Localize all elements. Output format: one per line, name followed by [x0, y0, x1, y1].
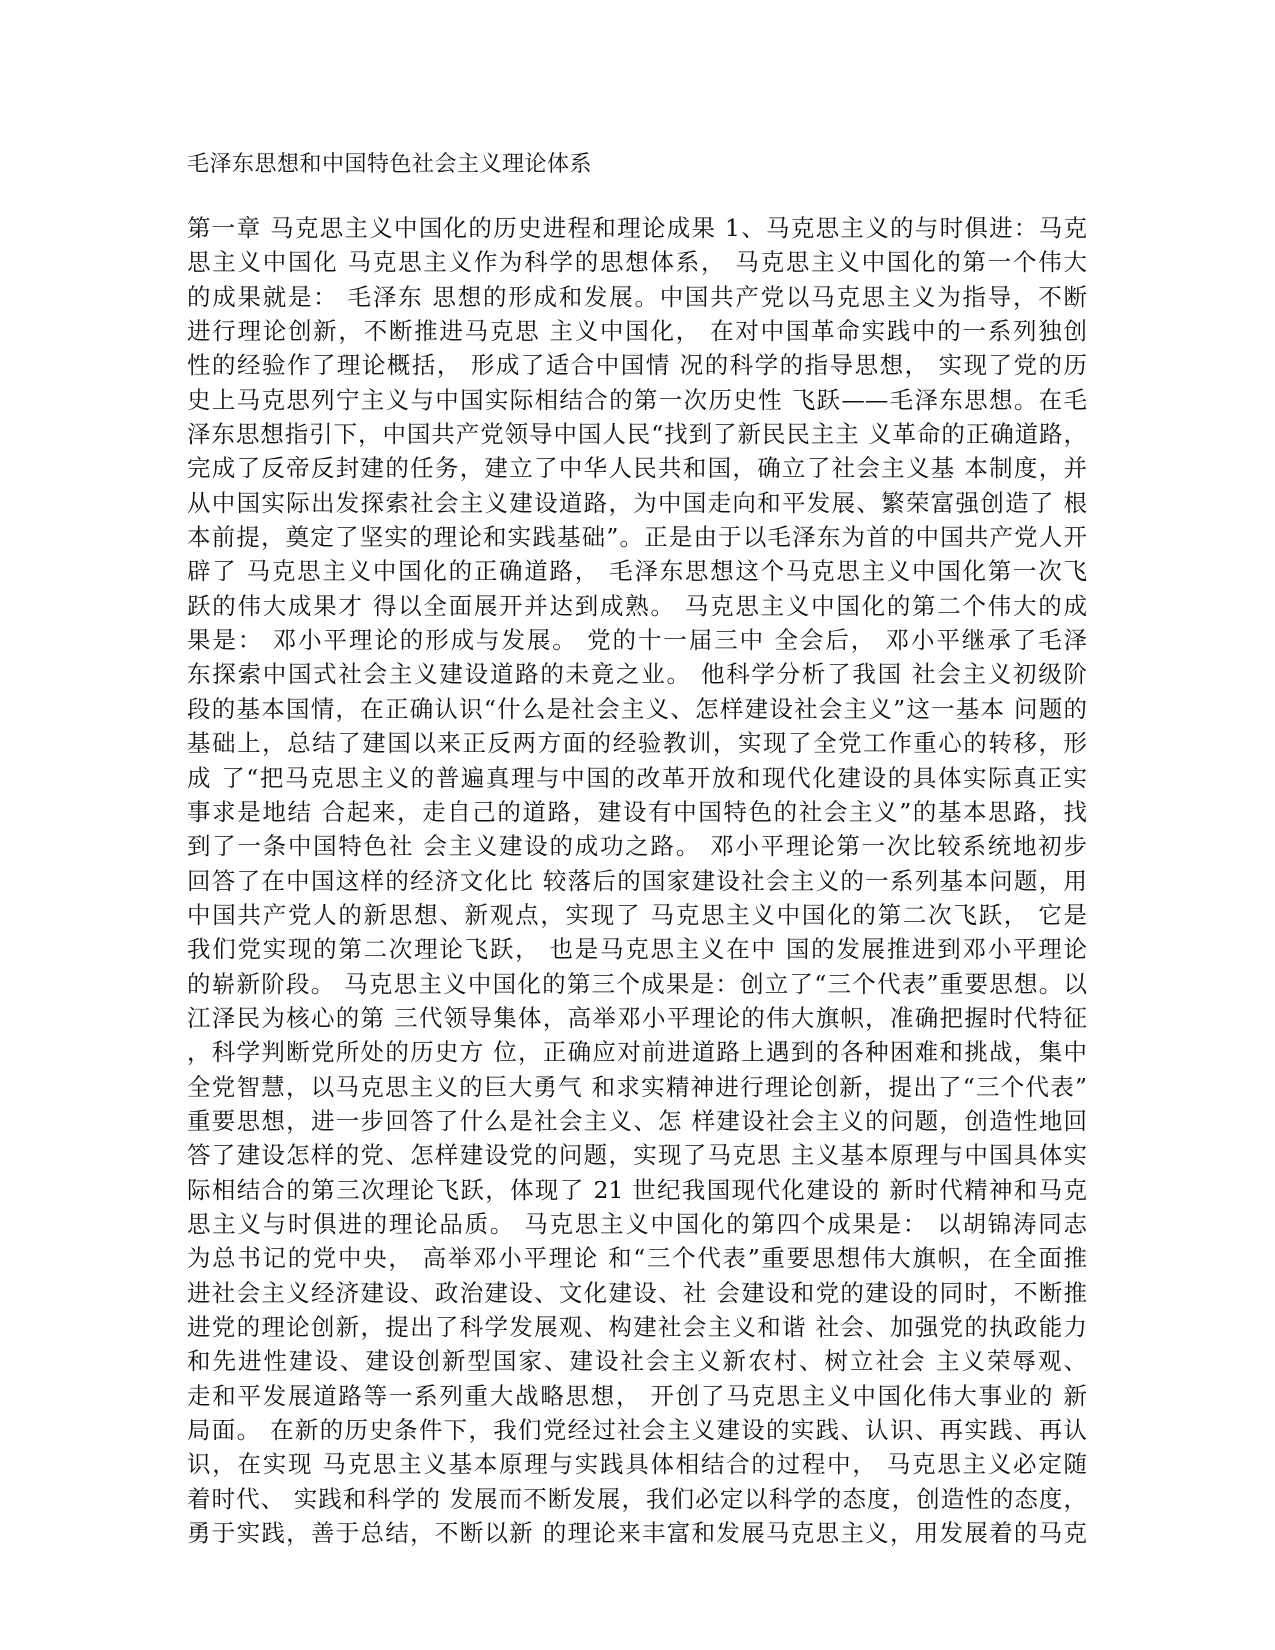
document-body: [187, 211, 1087, 1550]
body-line-36: 局面。 在新的历史条件下，我们党经过社会主义建设的实践、认识、再实践、再认: [187, 1416, 1087, 1445]
body-line-27: 重要思想，进一步回答了什么是社会主义、怎 样建设社会主义的问题，创造性地回: [187, 1106, 1087, 1135]
body-line-28: 答了建设怎样的党、怎样建设党的问题，实现了马克思 主义基本原理与中国具体实: [187, 1141, 1087, 1170]
body-line-1: 第一章 马克思主义中国化的历史进程和理论成果 1、马克思主义的与时俱进：马克: [187, 214, 1087, 242]
body-line-6: 史上马克思列宁主义与中国实际相结合的第一次历史性 飞跃——毛泽东思想。在毛: [187, 385, 1087, 414]
body-line-25: ，科学判断党所处的历史方 位，正确应对前进道路上遇到的各种困难和挑战，集中: [187, 1038, 1087, 1067]
body-line-19: 到了一条中国特色社 会主义建设的成功之路。 邓小平理论第一次比较系统地初步: [187, 832, 1087, 861]
body-line-9: 从中国实际出发探索社会主义建设道路，为中国走向和平发展、繁荣富强创造了 根: [187, 488, 1087, 517]
body-line-15: 段的基本国情，在正确认识“什么是社会主义、怎样建设社会主义”这一基本 问题的: [187, 694, 1087, 723]
body-line-24: 江泽民为核心的第 三代领导集体，高举邓小平理论的伟大旗帜，准确把握时代特征: [187, 1003, 1087, 1032]
body-line-12: 跃的伟大成果才 得以全面展开并达到成熟。 马克思主义中国化的第二个伟大的成: [187, 591, 1087, 620]
body-line-34: 和先进性建设、建设创新型国家、建设社会主义新农村、树立社会 主义荣辱观、: [187, 1347, 1087, 1376]
body-line-26: 全党智慧，以马克思主义的巨大勇气 和求实精神进行理论创新，提出了“三个代表”: [187, 1072, 1087, 1101]
body-line-39: 勇于实践，善于总结，不断以新 的理论来丰富和发展马克思主义，用发展着的马克: [187, 1519, 1087, 1548]
body-line-8: 完成了反帝反封建的任务，建立了中华人民共和国，确立了社会主义基 本制度，并: [187, 454, 1087, 483]
body-line-11: 辟了 马克思主义中国化的正确道路， 毛泽东思想这个马克思主义中国化第一次飞: [187, 557, 1087, 586]
body-line-13: 果是： 邓小平理论的形成与发展。 党的十一届三中 全会后， 邓小平继承了毛泽: [187, 626, 1087, 655]
body-line-2: 思主义中国化 马克思主义作为科学的思想体系， 马克思主义中国化的第一个伟大: [187, 248, 1087, 277]
body-line-37: 识，在实现 马克思主义基本原理与实践具体相结合的过程中， 马克思主义必定随: [187, 1450, 1087, 1479]
document-title: 毛泽东思想和中国特色社会主义理论体系: [187, 152, 593, 177]
body-line-31: 为总书记的党中央， 高举邓小平理论 和“三个代表”重要思想伟大旗帜，在全面推: [187, 1244, 1087, 1273]
body-line-21: 中国共产党人的新思想、新观点，实现了 马克思主义中国化的第二次飞跃， 它是: [187, 900, 1087, 929]
body-line-22: 我们党实现的第二次理论飞跃， 也是马克思主义在中 国的发展推进到邓小平理论: [187, 935, 1087, 964]
body-line-23: 的崭新阶段。 马克思主义中国化的第三个成果是：创立了“三个代表”重要思想。以: [187, 969, 1087, 998]
body-line-5: 性的经验作了理论概括， 形成了适合中国情 况的科学的指导思想， 实现了党的历: [187, 351, 1087, 380]
body-line-29: 际相结合的第三次理论飞跃，体现了 21 世纪我国现代化建设的 新时代精神和马克: [187, 1175, 1087, 1204]
body-line-32: 进社会主义经济建设、政治建设、文化建设、社 会建设和党的建设的同时，不断推: [187, 1278, 1087, 1307]
body-line-20: 回答了在中国这样的经济文化比 较落后的国家建设社会主义的一系列基本问题，用: [187, 866, 1087, 895]
body-line-14: 东探索中国式社会主义建设道路的未竟之业。 他科学分析了我国 社会主义初级阶: [187, 660, 1087, 689]
body-line-4: 进行理论创新，不断推进马克思 主义中国化， 在对中国革命实践中的一系列独创: [187, 317, 1087, 346]
body-line-10: 本前提，奠定了坚实的理论和实践基础”。正是由于以毛泽东为首的中国共产党人开: [187, 523, 1087, 552]
body-line-35: 走和平发展道路等一系列重大战略思想， 开创了马克思主义中国化伟大事业的 新: [187, 1381, 1087, 1410]
body-line-30: 思主义与时俱进的理论品质。 马克思主义中国化的第四个成果是： 以胡锦涛同志: [187, 1209, 1087, 1238]
body-line-33: 进党的理论创新，提出了科学发展观、构建社会主义和谐 社会、加强党的执政能力: [187, 1313, 1087, 1341]
body-line-16: 基础上，总结了建国以来正反两方面的经验教训，实现了全党工作重心的转移，形: [187, 729, 1087, 758]
body-line-3: 的成果就是： 毛泽东 思想的形成和发展。中国共产党以马克思主义为指导，不断: [187, 282, 1087, 311]
body-line-7: 泽东思想指引下，中国共产党领导中国人民“找到了新民民主主 义革命的正确道路，: [187, 420, 1087, 449]
body-line-18: 事求是地结 合起来，走自己的道路，建设有中国特色的社会主义”的基本思路，找: [187, 797, 1087, 826]
body-line-38: 着时代、 实践和科学的 发展而不断发展，我们必定以科学的态度，创造性的态度，: [187, 1484, 1087, 1513]
body-line-17: 成 了“把马克思主义的普遍真理与中国的改革开放和现代化建设的具体实际真正实: [187, 763, 1087, 792]
